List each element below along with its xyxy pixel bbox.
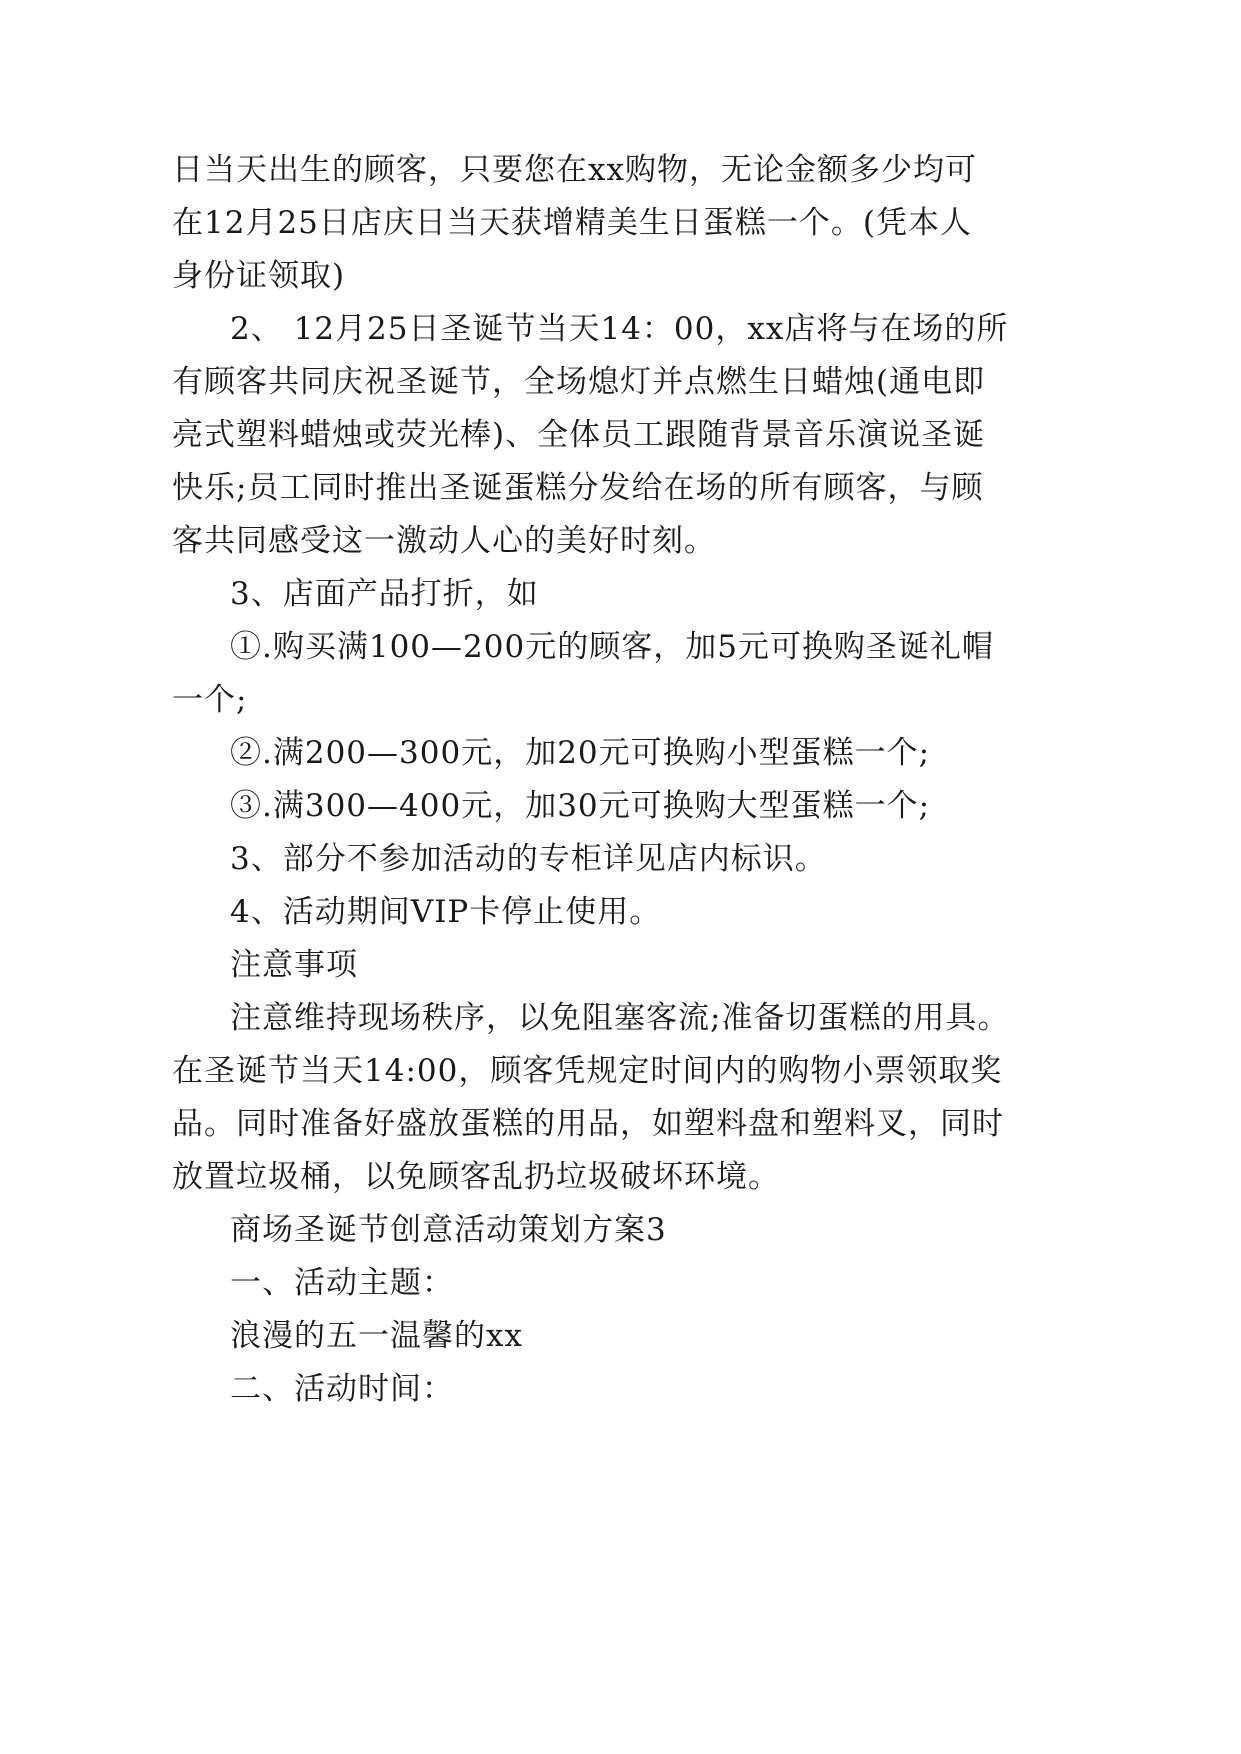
- text-line: ①.购买满100—200元的顾客，加5元可换购圣诞礼帽: [230, 629, 994, 665]
- text-line: 4、活动期间VIP卡停止使用。: [230, 894, 662, 930]
- text-line: 日当天出生的顾客，只要您在xx购物，无论金额多少均可: [172, 152, 977, 188]
- text-line: 客共同感受这一激动人心的美好时刻。: [172, 523, 716, 559]
- text-line: 在圣诞节当天14:00，顾客凭规定时间内的购物小票领取奖: [172, 1053, 1003, 1089]
- text-line: 二、活动时间：: [230, 1371, 454, 1407]
- text-line: 注意维持现场秩序，以免阻塞客流;准备切蛋糕的用具。: [230, 1000, 1010, 1036]
- text-line: 2、 12月25日圣诞节当天14：00，xx店将与在场的所: [230, 311, 1009, 347]
- text-line: 3、部分不参加活动的专柜详见店内标识。: [230, 841, 827, 877]
- section-heading: 商场圣诞节创意活动策划方案3: [230, 1212, 667, 1248]
- text-line: 有顾客共同庆祝圣诞节，全场熄灯并点燃生日蜡烛(通电即: [172, 364, 986, 400]
- text-line: 3、店面产品打折，如: [230, 576, 539, 612]
- text-line: 身份证领取): [172, 258, 346, 294]
- text-line: 一个;: [172, 682, 248, 718]
- text-line: 快乐;员工同时推出圣诞蛋糕分发给在场的所有顾客，与顾: [172, 470, 984, 506]
- text-line: ③.满300—400元，加30元可换购大型蛋糕一个;: [230, 788, 931, 824]
- text-line: 浪漫的五一温馨的xx: [230, 1318, 523, 1354]
- text-line: 亮式塑料蜡烛或荧光棒)、全体员工跟随背景音乐演说圣诞: [172, 417, 986, 453]
- section-heading: 注意事项: [230, 947, 358, 983]
- text-line: 在12月25日店庆日当天获增精美生日蛋糕一个。(凭本人: [172, 205, 972, 241]
- text-line: 放置垃圾桶，以免顾客乱扔垃圾破坏环境。: [172, 1159, 780, 1195]
- text-line: ②.满200—300元，加20元可换购小型蛋糕一个;: [230, 735, 931, 771]
- text-line: 一、活动主题：: [230, 1265, 454, 1301]
- text-line: 品。同时准备好盛放蛋糕的用品，如塑料盘和塑料叉，同时: [172, 1106, 1004, 1142]
